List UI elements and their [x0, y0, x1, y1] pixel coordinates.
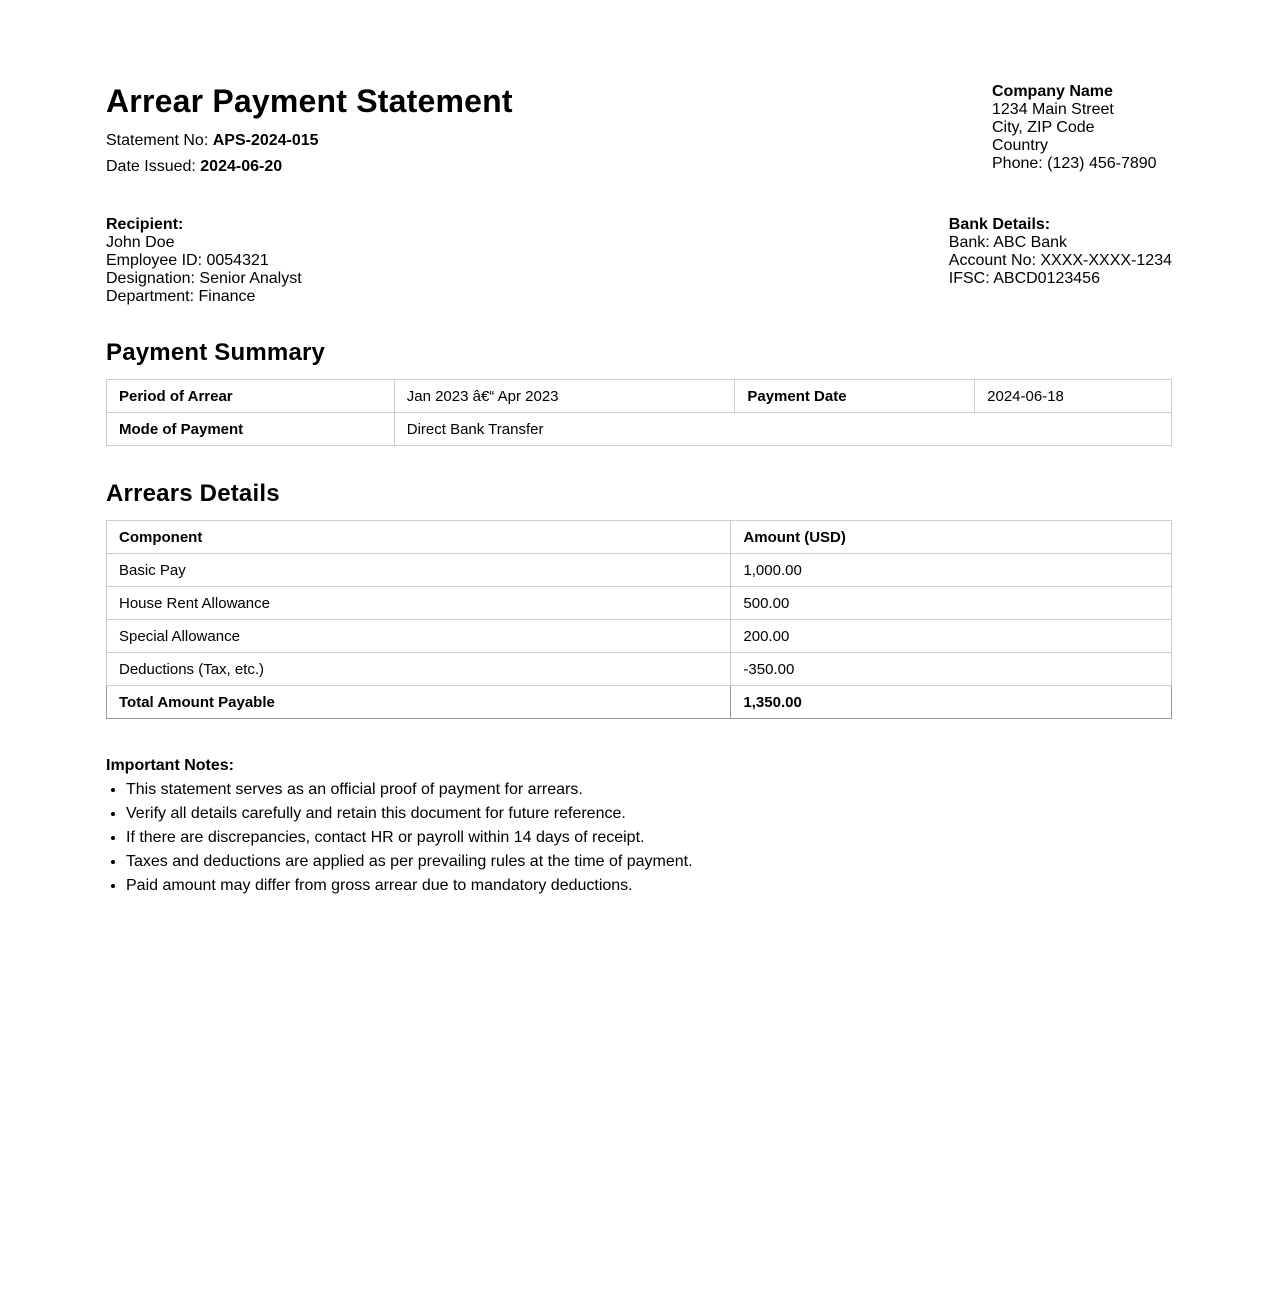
total-amount: 1,350.00	[731, 686, 1172, 719]
recipient-employee-id: Employee ID: 0054321	[106, 252, 269, 269]
company-phone: Phone: (123) 456-7890	[992, 155, 1157, 172]
payment-summary-table	[106, 379, 1172, 446]
recipient-block	[106, 216, 302, 306]
table-row	[107, 380, 1172, 413]
list-item: • Verify all details carefully and retain this document for future reference.	[126, 802, 693, 826]
recipient-designation: Designation: Senior Analyst	[106, 270, 302, 287]
date-issued-line	[106, 157, 282, 177]
component-column-header: Component	[107, 521, 731, 554]
component-cell: Special Allowance	[107, 620, 731, 653]
component-cell: Basic Pay	[107, 554, 731, 587]
bank-ifsc: IFSC: ABCD0123456	[948, 270, 1100, 287]
bank-name: Bank: ABC Bank	[948, 234, 1068, 251]
amount-cell: 1,000.00	[731, 554, 1172, 587]
table-row	[107, 587, 1172, 620]
component-cell: Deductions (Tax, etc.)	[107, 653, 731, 686]
period-label: Period of Arrear	[107, 380, 395, 413]
table-row	[107, 413, 1172, 446]
amount-column-header: Amount (USD)	[731, 521, 1172, 554]
company-name: Company Name	[992, 83, 1113, 100]
mode-value: Direct Bank Transfer	[394, 413, 1171, 446]
arrears-details-title: Arrears Details	[106, 480, 280, 507]
payment-summary-title: Payment Summary	[106, 339, 326, 366]
company-info	[992, 83, 1157, 173]
notes-list	[106, 778, 693, 898]
recipient-department: Department: Finance	[106, 288, 256, 305]
list-item: • This statement serves as an official proof of payment for arrears.	[126, 778, 693, 802]
page-title: Arrear Payment Statement	[106, 83, 513, 119]
period-value: Jan 2023 â€“ Apr 2023	[394, 380, 735, 413]
total-row	[107, 686, 1172, 719]
parties-section	[106, 216, 1172, 316]
mode-label: Mode of Payment	[107, 413, 395, 446]
statement-number-line	[106, 131, 319, 151]
bank-details-label: Bank Details:	[948, 216, 1051, 233]
payment-date-label: Payment Date	[735, 380, 975, 413]
arrears-details-table	[106, 520, 1172, 719]
list-item: • Taxes and deductions are applied as per prevailing rules at the time of payment.	[126, 850, 693, 874]
statement-number-label: Statement No:	[106, 132, 209, 149]
table-header-row	[107, 521, 1172, 554]
list-item: • Paid amount may differ from gross arrear due to mandatory deductions.	[126, 874, 693, 898]
important-notes	[106, 756, 693, 898]
table-row	[107, 653, 1172, 686]
amount-cell: 500.00	[731, 587, 1172, 620]
statement-page	[106, 0, 1172, 894]
recipient-name: John Doe	[106, 234, 175, 251]
component-cell: House Rent Allowance	[107, 587, 731, 620]
date-issued-value: 2024-06-20	[200, 158, 283, 175]
list-item: • If there are discrepancies, contact HR or payroll within 14 days of receipt.	[126, 826, 693, 850]
company-country: Country	[992, 137, 1049, 154]
bank-account: Account No: XXXX-XXXX-1234	[948, 252, 1172, 269]
date-issued-label: Date Issued:	[106, 158, 196, 175]
company-street: 1234 Main Street	[992, 101, 1114, 118]
amount-cell: -350.00	[731, 653, 1172, 686]
amount-cell: 200.00	[731, 620, 1172, 653]
company-city: City, ZIP Code	[992, 119, 1095, 136]
table-row	[107, 554, 1172, 587]
bank-details-block	[949, 216, 1172, 288]
statement-header	[106, 0, 1172, 190]
statement-number-value: APS-2024-015	[212, 132, 319, 149]
total-label: Total Amount Payable	[107, 686, 731, 719]
payment-date-value: 2024-06-18	[975, 380, 1172, 413]
table-row	[107, 620, 1172, 653]
recipient-label: Recipient:	[106, 216, 184, 233]
notes-label: Important Notes:	[106, 757, 234, 774]
